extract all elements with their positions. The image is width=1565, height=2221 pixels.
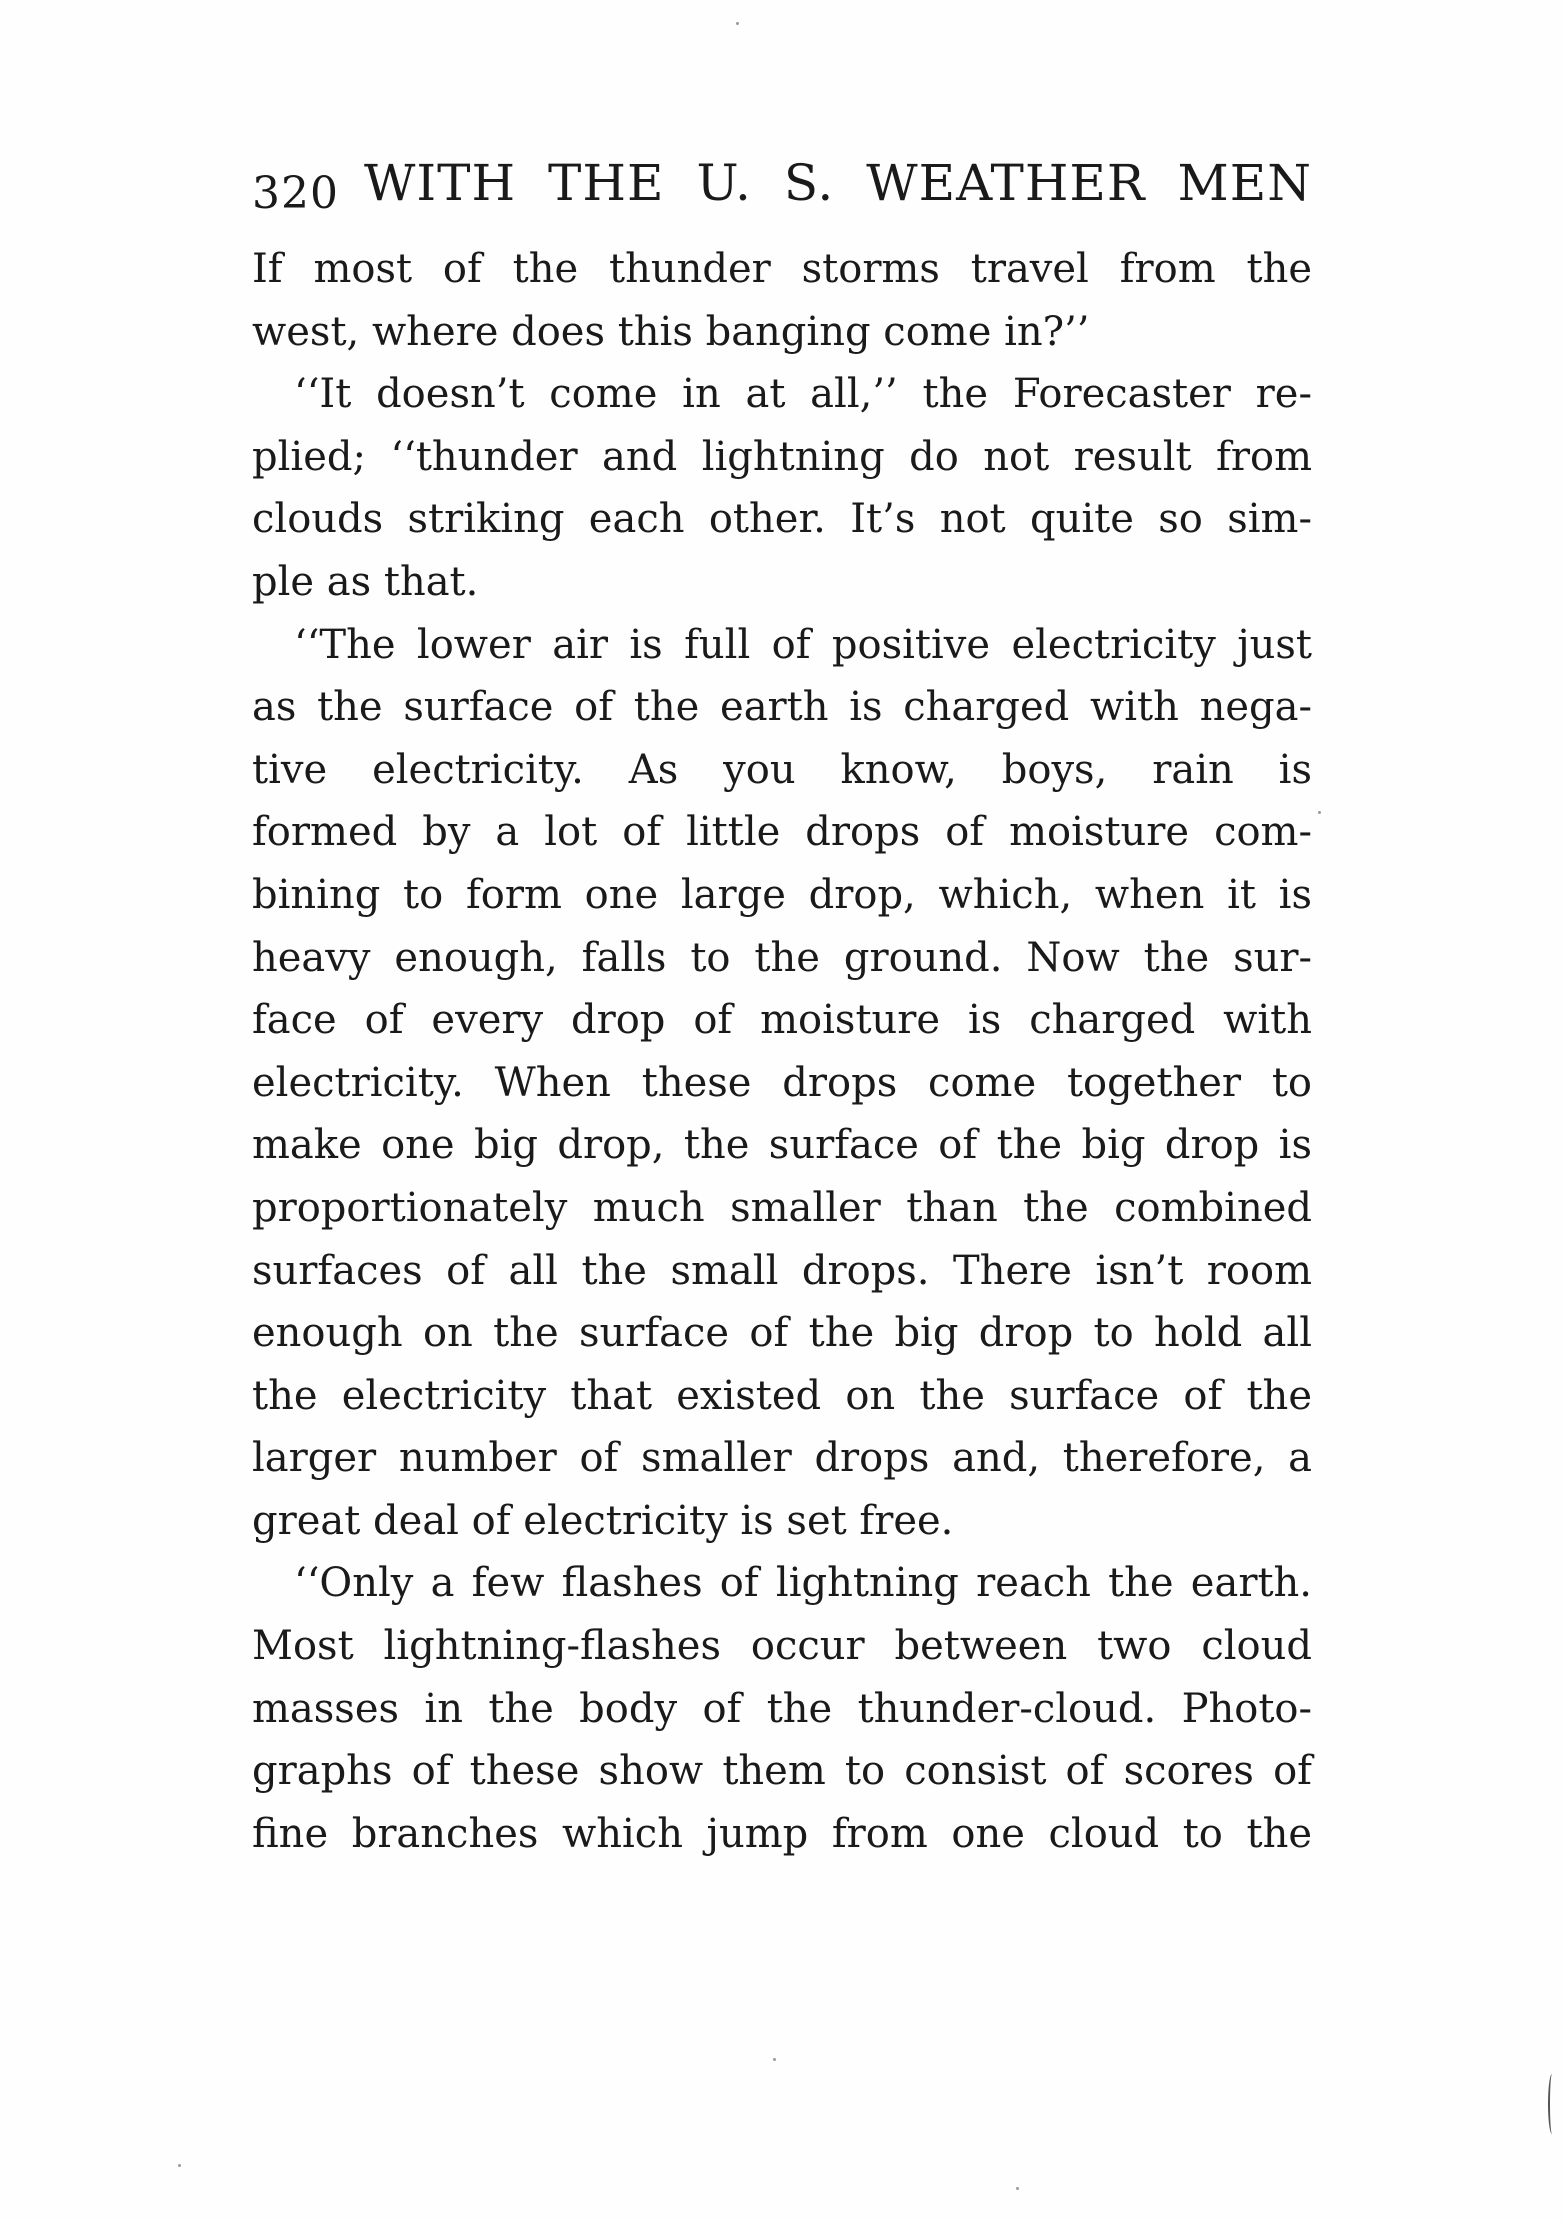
page-header <box>252 150 1312 230</box>
text-line: make one big drop, the surface of the big drop is <box>252 1122 1312 1169</box>
text-line: ‘‘It doesn’t come in at all,’’ the Forecaster re- <box>294 371 1312 418</box>
text-line: face of every drop of moisture is charged with <box>252 997 1312 1044</box>
text-line: bining to form one large drop, which, when it is <box>252 871 1312 918</box>
text-line: the electricity that existed on the surface of the <box>252 1372 1312 1419</box>
text-line: clouds striking each other. It’s not quite so sim- <box>252 496 1312 543</box>
text-line: fine branches which jump from one cloud to the <box>252 1810 1312 1857</box>
paper-speck <box>1016 2187 1019 2190</box>
text-line: masses in the body of the thunder-cloud. Photo- <box>252 1685 1312 1732</box>
text-line: larger number of smaller drops and, therefore, a <box>252 1435 1312 1482</box>
text-line: formed by a lot of little drops of moisture com- <box>252 809 1312 856</box>
paper-speck <box>1318 811 1321 814</box>
body-text <box>252 238 1312 1865</box>
text-line: graphs of these show them to consist of scores of <box>252 1748 1312 1795</box>
text-line: ‘‘The lower air is full of positive electricity just <box>294 621 1312 668</box>
text-line: enough on the surface of the big drop to hold all <box>252 1310 1312 1357</box>
text-line: ‘‘Only a few flashes of lightning reach the earth. <box>294 1560 1312 1607</box>
text-line: Most lightning-flashes occur between two cloud <box>252 1623 1312 1670</box>
paper-speck <box>178 2164 181 2167</box>
text-line: great deal of electricity is set free. <box>252 1497 954 1544</box>
page-edge-mark <box>1548 2074 1556 2134</box>
text-line: tive electricity. As you know, boys, rain is <box>252 746 1312 793</box>
text-line: ple as that. <box>252 558 479 605</box>
text-line: surfaces of all the small drops. There isn’t room <box>252 1247 1312 1294</box>
text-line: electricity. When these drops come together to <box>252 1059 1312 1106</box>
text-line: If most of the thunder storms travel from the <box>252 246 1312 292</box>
running-title: WITH THE U. S. WEATHER MEN <box>364 154 1312 212</box>
paper-speck <box>773 2058 776 2061</box>
text-line: as the surface of the earth is charged with nega- <box>252 684 1312 731</box>
text-line: heavy enough, falls to the ground. Now the sur- <box>252 934 1312 981</box>
text-line: plied; ‘‘thunder and lightning do not result from <box>252 433 1312 480</box>
text-line: proportionately much smaller than the combined <box>252 1184 1312 1231</box>
text-line: west, where does this banging come in?’’ <box>252 308 1090 355</box>
paper-speck <box>736 22 739 25</box>
page-number: 320 <box>252 168 339 219</box>
